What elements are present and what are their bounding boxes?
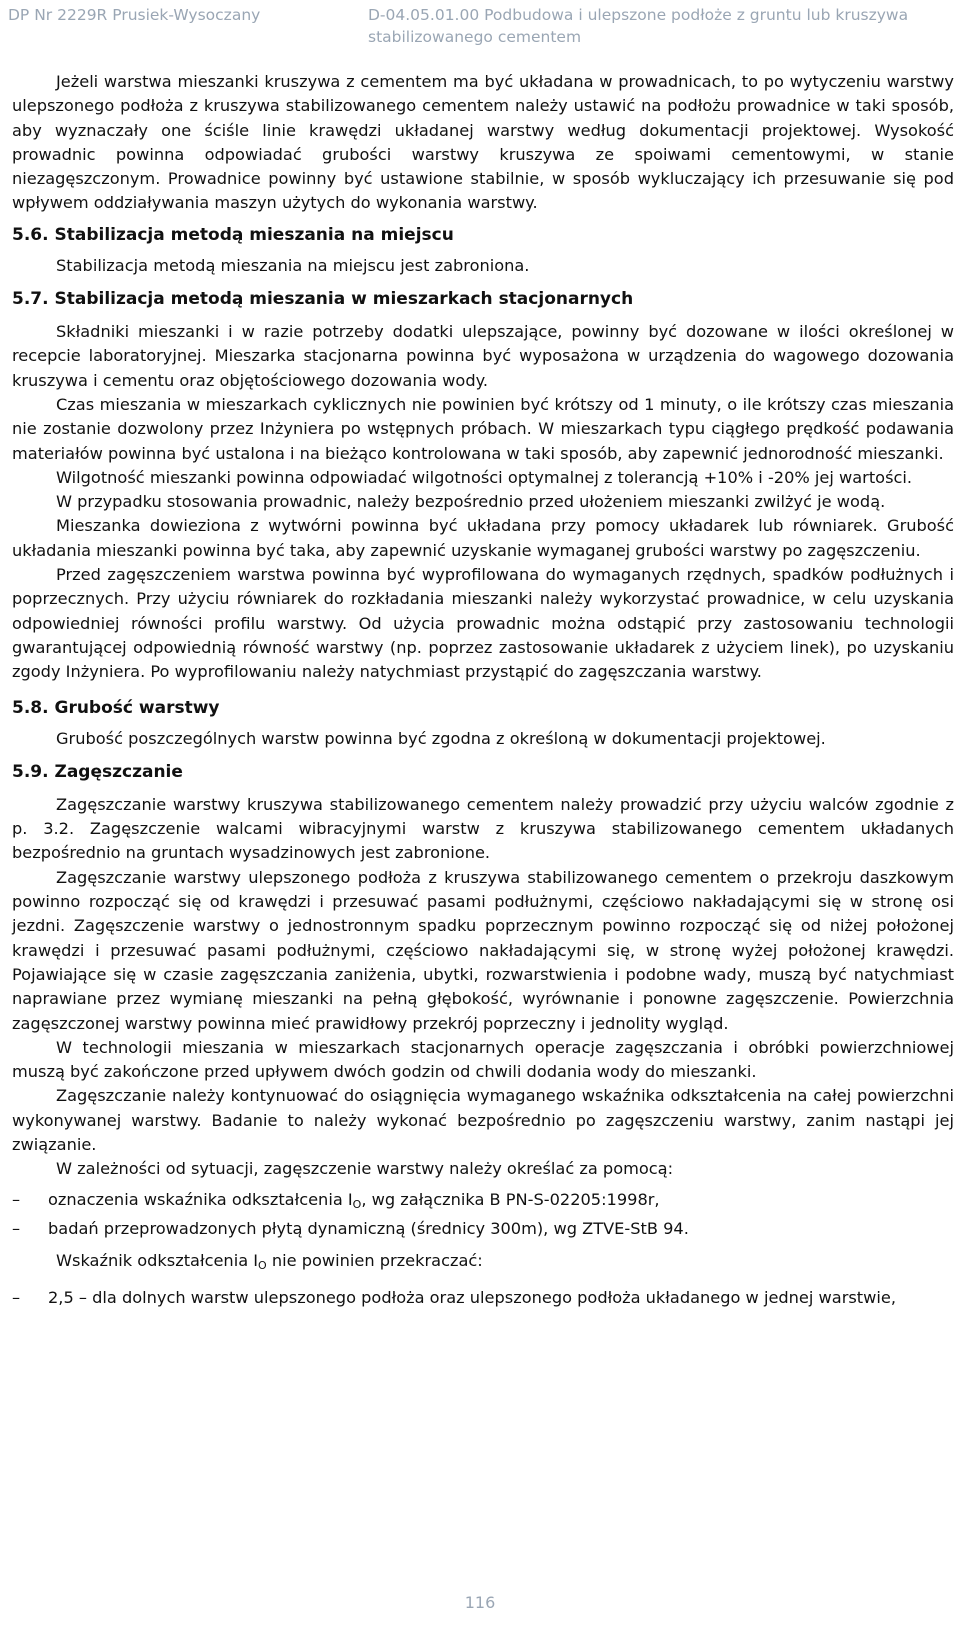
limit-intro-text: Wskaźnik odkształcenia I <box>56 1251 259 1271</box>
section-5-7-body <box>12 320 954 684</box>
header-document-code: DP Nr 2229R Prusiek-Wysoczany <box>8 6 261 24</box>
paragraph: Składniki mieszanki i w razie potrzeby dodatki ulepszające, powinny być dozowane w ilości określonej w recepcie laboratoryjnej. Mieszarka stacjonarna powinna być wyposażona w urządzenia do wagowego dozowania kruszywa i cementu oraz objętościowego dozowania wody. <box>12 322 954 390</box>
paragraph: Zagęszczanie należy kontynuować do osiągnięcia wymaganego wskaźnika odkształcenia na całej powierzchni wykonywanej warstwy. Badanie to należy wykonać bezpośrednio po zagęszczeniu warstwy, zanim nastąpi jej związanie. <box>12 1086 954 1154</box>
list-item <box>12 1217 954 1241</box>
list-item-text: oznaczenia wskaźnika odkształcenia I <box>48 1189 353 1209</box>
list-item <box>12 1286 954 1310</box>
limit-values-list <box>12 1286 954 1310</box>
paragraph: Przed zagęszczeniem warstwa powinna być wyprofilowana do wymaganych rzędnych, spadków podłużnych i poprzecznych. Przy użyciu równiarek do rozkładania mieszanki należy wykorzystać prowadnice, w celu uzyskania odpowiedniej równości profilu warstwy. Od użycia prowadnic można odstąpić przy zastosowaniu technologii gwarantującej odpowiednią równość warstwy (np. poprzez zastosowanie układarek z użyciem linek), po uzyskaniu zgody Inżyniera. Po wyprofilowaniu należy natychmiast przystąpić do zagęszczania warstwy. <box>12 565 954 682</box>
limit-intro-text: nie powinien przekraczać: <box>266 1251 483 1271</box>
section-5-9-heading: 5.9. Zagęszczanie <box>12 761 183 782</box>
list-item-text: , wg załącznika B PN-S-02205:1998r, <box>361 1189 660 1209</box>
section-5-9-body <box>12 793 954 1311</box>
limit-intro <box>56 1249 954 1278</box>
paragraph: Zagęszczanie warstwy kruszywa stabilizowanego cementem należy prowadzić przy użyciu walców zgodnie z p. 3.2. Zagęszczenie walcami wibracyjnymi warstw z kruszywa stabilizowanego cementem układanych bezpośrednio na gruntach wysadzinowych jest zabronione. <box>12 794 954 863</box>
paragraph: W technologii mieszania w mieszarkach stacjonarnych operacje zagęszczania i obróbki powierzchniowej muszą być zakończone przed upływem dwóch godzin od chwili dodania wody do mieszanki. <box>12 1037 954 1082</box>
document-body <box>12 70 954 1311</box>
paragraph: Wilgotność mieszanki powinna odpowiadać wilgotności optymalnej z tolerancją +10% i -20% jej wartości. <box>56 467 913 487</box>
list-item <box>12 1188 954 1217</box>
subscript: O <box>352 1197 362 1211</box>
paragraph: W przypadku stosowania prowadnic, należy bezpośrednio przed ułożeniem mieszanki zwilżyć je wodą. <box>56 492 886 512</box>
page-header <box>0 4 960 50</box>
section-5-6-heading: 5.6. Stabilizacja metodą mieszania na miejscu <box>12 224 454 245</box>
section-5-6-text: Stabilizacja metodą mieszania na miejscu jest zabroniona. <box>56 255 530 275</box>
intro-paragraph: Jeżeli warstwa mieszanki kruszywa z cementem ma być układana w prowadnicach, to po wytyczeniu warstwy ulepszonego podłoża z kruszywa stabilizowanego cementem należy ustawić na podłożu prowadnice w taki sposób, aby wyznaczały one ściśle linie krawędzi układanej warstwy według dokumentacji projektowej. Wysokość prowadnic powinna odpowiadać grubości warstwy kruszywa ze spoiwami cementowymi, w stanie niezagęszczonym. Prowadnice powinny być ustawione stabilnie, w sposób wykluczający ich przesuwanie się pod wpływem oddziaływania maszyn użytych do wykonania warstwy. <box>12 72 954 213</box>
subscript: O <box>258 1259 267 1273</box>
list-item-text: badań przeprowadzonych płytą dynamiczną (średnicy 300m), wg ZTVE-StB 94. <box>48 1218 689 1238</box>
section-5-7-heading: 5.7. Stabilizacja metodą mieszania w mieszarkach stacjonarnych <box>12 289 634 310</box>
paragraph: Zagęszczanie warstwy ulepszonego podłoża z kruszywa stabilizowanego cementem o przekroju daszkowym powinno rozpocząć się od krawędzi i przesuwać pasami podłużnymi, częściowo nakładającymi się w stronę osi jezdni. Zagęszczenie warstwy o jednostronnym spadku poprzecznym powinno rozpocząć się od niżej położonej krawędzi i przesuwać pasami podłużnymi, częściowo nakładającymi się, w stronę wyżej położonej krawędzi. Pojawiające się w czasie zagęszczania zaniżenia, ubytki, rozwarstwienia i podobne wady, muszą być natychmiast naprawiane przez wymianę mieszanki na pełną głębokość, wyrównanie i ponowne zagęszczenie. Powierzchnia zagęszczonej warstwy powinna mieć prawidłowy przekrój poprzeczny i jednolity wygląd. <box>12 867 954 1033</box>
page-number: 116 <box>464 1593 496 1612</box>
section-5-8-text: Grubość poszczególnych warstw powinna być zgodna z określoną w dokumentacji projektowej. <box>56 728 826 748</box>
compaction-methods-list <box>12 1188 954 1242</box>
section-5-8-heading: 5.8. Grubość warstwy <box>12 697 220 718</box>
paragraph: Czas mieszania w mieszarkach cyklicznych nie powinien być krótszy od 1 minuty, o ile krótszy czas mieszania nie zostanie dozwolony przez Inżyniera po wstępnych próbach. W mieszarkach typu ciągłego prędkość podawania materiałów powinna być ustalona i na bieżąco kontrolowana w taki sposób, aby zapewnić jednorodność mieszanki. <box>12 394 954 463</box>
paragraph: Mieszanka dowieziona z wytwórni powinna być układana przy pomocy układarek lub równiarek. Grubość układania mieszanki powinna być taka, aby zapewnić uzyskanie wymaganej grubości warstwy po zagęszczeniu. <box>12 516 954 560</box>
paragraph: W zależności od sytuacji, zagęszczenie warstwy należy określać za pomocą: <box>56 1159 674 1179</box>
list-item-text: 2,5 – dla dolnych warstw ulepszonego podłoża oraz ulepszonego podłoża układanego w jednej warstwie, <box>48 1288 896 1308</box>
header-specification-title: D-04.05.01.00 Podbudowa i ulepszone podłoże z gruntu lub kruszywa stabilizowanego cementem <box>368 6 909 46</box>
